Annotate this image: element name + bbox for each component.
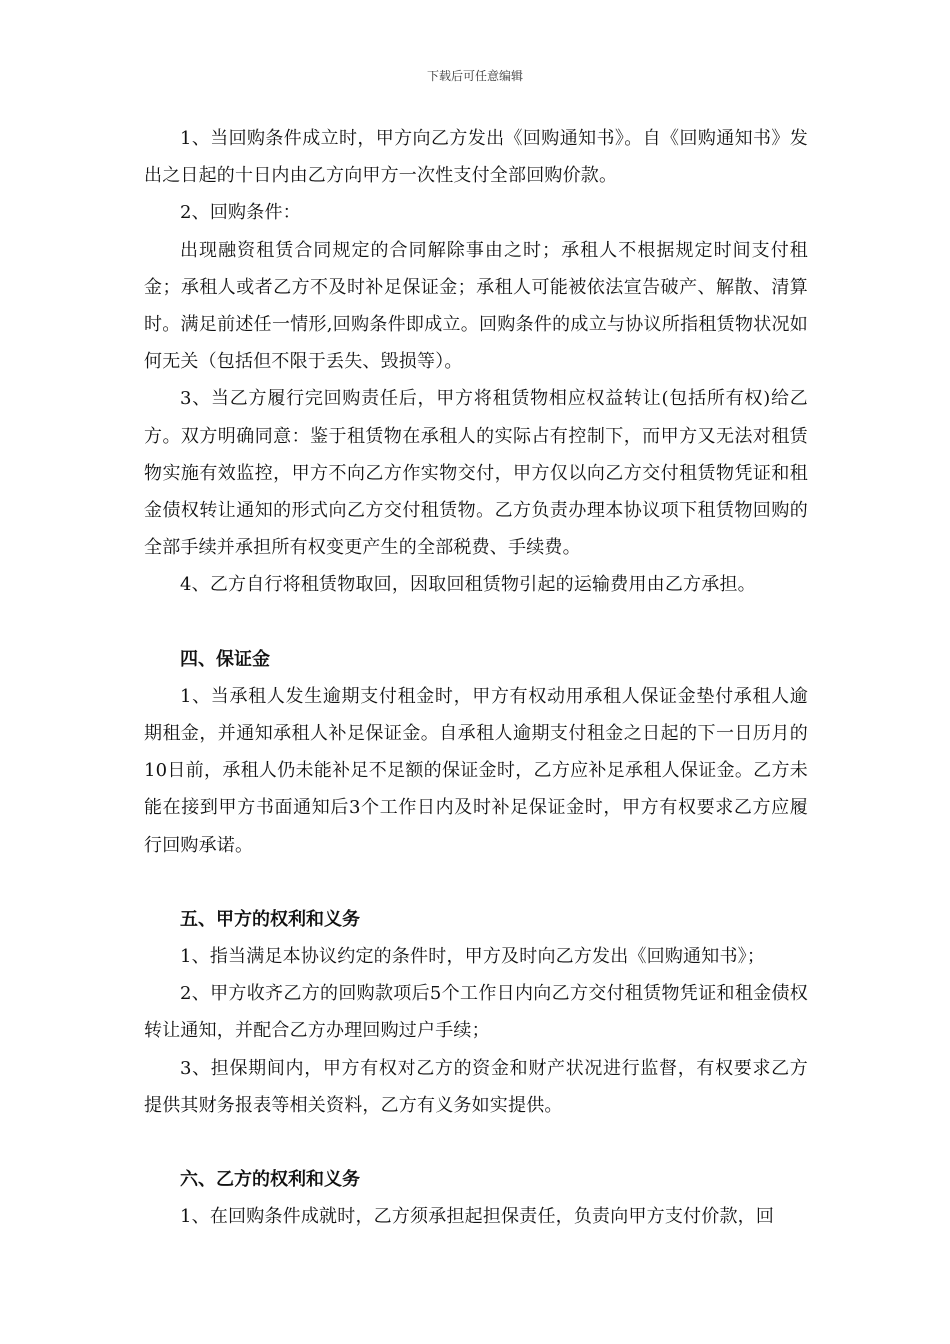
clause-3-3: 3、当乙方履行完回购责任后，甲方将租赁物相应权益转让(包括所有权)给乙方。双方明确同意：鉴于租赁物在承租人的实际占有控制下，而甲方又无法对租赁物实施有效监控，甲方不向乙方作实物交付，甲方仅以向乙方交付租赁物凭证和租金债权转让通知的形式向乙方交付租赁物。乙方负责办理本协议项下租赁物回购的全部手续并承担所有权变更产生的全部税费、手续费。 (144, 388, 808, 559)
section-6-heading: 六、乙方的权利和义务 (180, 1169, 360, 1191)
clause-4-1: 1、当承租人发生逾期支付租金时，甲方有权动用承租人保证金垫付承租人逾期租金，并通知承租人补足保证金。自承租人逾期支付租金之日起的下一日历月的10日前，承租人仍未能补足不足额的保证金时，乙方应补足承租人保证金。乙方未能在接到甲方书面通知后3个工作日内及时补足保证金时，甲方有权要求乙方应履行回购承诺。 (144, 685, 808, 856)
document-body (144, 120, 808, 1235)
header-note: 下载后可任意编辑 (426, 69, 523, 83)
clause-5-3: 3、担保期间内，甲方有权对乙方的资金和财产状况进行监督，有权要求乙方提供其财务报表等相关资料，乙方有义务如实提供。 (144, 1057, 808, 1116)
clause-5-1: 1、指当满足本协议约定的条件时，甲方及时向乙方发出《回购通知书》； (180, 946, 766, 968)
clause-3-2-detail: 出现融资租赁合同规定的合同解除事由之时；承租人不根据规定时间支付租金；承租人或者乙方不及时补足保证金；承租人可能被依法宣告破产、解散、清算时。满足前述任一情形,回购条件即成立。回购条件的成立与协议所指租赁物状况如何无关（包括但不限于丢失、毁损等）。 (144, 239, 808, 373)
clause-3-4: 4、乙方自行将租赁物取回，因取回租赁物引起的运输费用由乙方承担。 (180, 574, 756, 596)
clause-5-2: 2、甲方收齐乙方的回购款项后5个工作日内向乙方交付租赁物凭证和租金债权转让通知，并配合乙方办理回购过户手续； (144, 983, 808, 1042)
clause-6-1: 1、在回购条件成就时，乙方须承担起担保责任，负责向甲方支付价款，回 (180, 1206, 775, 1228)
section-5-heading: 五、甲方的权利和义务 (180, 908, 360, 930)
clause-3-2: 2、回购条件： (180, 202, 301, 224)
section-4-heading: 四、保证金 (180, 648, 270, 670)
clause-3-1: 1、当回购条件成立时，甲方向乙方发出《回购通知书》。自《回购通知书》发出之日起的十日内由乙方向甲方一次性支付全部回购价款。 (144, 128, 808, 187)
